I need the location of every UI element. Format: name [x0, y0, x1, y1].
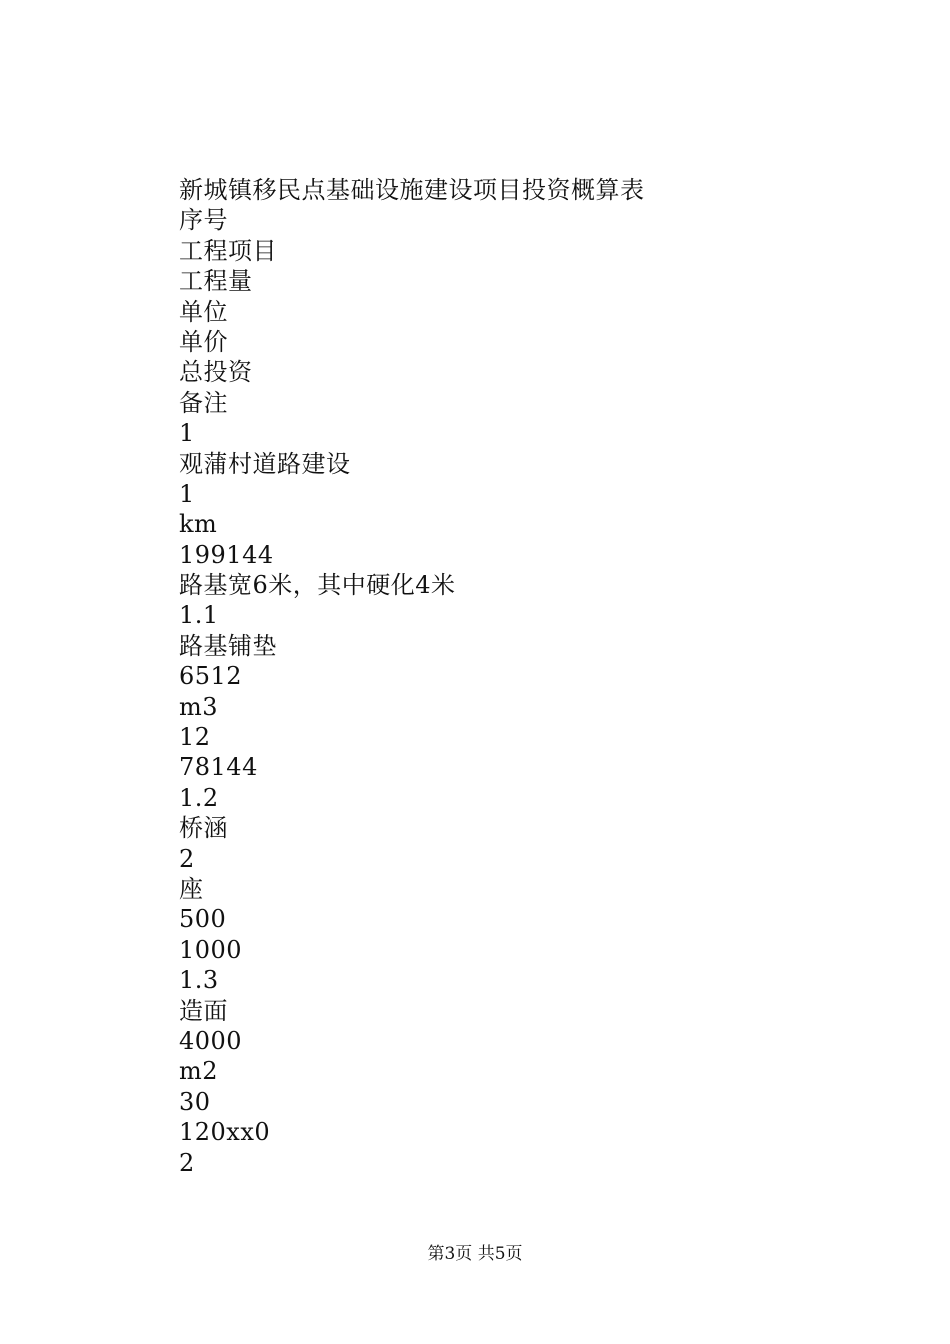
row1-3-total: 120xx0: [179, 1118, 271, 1147]
row1-3-serial: 1.3: [179, 966, 219, 995]
row1-3-unit: m2: [179, 1057, 219, 1086]
row1-1-unit-price: 12: [179, 723, 211, 752]
document-body: [179, 175, 799, 1178]
row1-remarks: 路基宽6米，其中硬化4米: [179, 571, 456, 600]
row1-1-unit: m3: [179, 692, 219, 721]
row1-2-unit-price: 500: [179, 905, 227, 934]
row1-1-serial: 1.1: [179, 601, 219, 630]
header-unit-price: 单价: [179, 327, 228, 356]
row2-serial: 2: [179, 1148, 195, 1177]
row1-2-unit: 座: [179, 874, 204, 903]
row1-quantity: 1: [179, 479, 195, 508]
header-unit: 单位: [179, 297, 228, 326]
row1-3-item: 造面: [179, 996, 228, 1025]
header-quantity: 工程量: [179, 267, 253, 296]
row1-2-total: 1000: [179, 935, 243, 964]
row1-2-item: 桥涵: [179, 814, 228, 843]
row1-3-quantity: 4000: [179, 1026, 243, 1055]
row1-2-quantity: 2: [179, 844, 195, 873]
row1-1-total: 78144: [179, 753, 258, 782]
row1-total: 199144: [179, 540, 274, 569]
row1-2-serial: 1.2: [179, 783, 219, 812]
header-project-item: 工程项目: [179, 236, 277, 265]
table-title: 新城镇移民点基础设施建设项目投资概算表: [179, 176, 645, 204]
header-remarks: 备注: [179, 388, 228, 417]
header-total-investment: 总投资: [179, 358, 253, 387]
row1-3-unit-price: 30: [179, 1087, 211, 1116]
row1-unit: km: [179, 510, 218, 539]
header-serial-number: 序号: [179, 206, 228, 235]
page-footer: 第3页 共5页: [427, 1244, 523, 1264]
row1-1-quantity: 6512: [179, 662, 243, 691]
row1-1-item: 路基铺垫: [179, 631, 277, 660]
row1-serial: 1: [179, 419, 195, 448]
row1-item: 观蒲村道路建设: [179, 449, 351, 478]
